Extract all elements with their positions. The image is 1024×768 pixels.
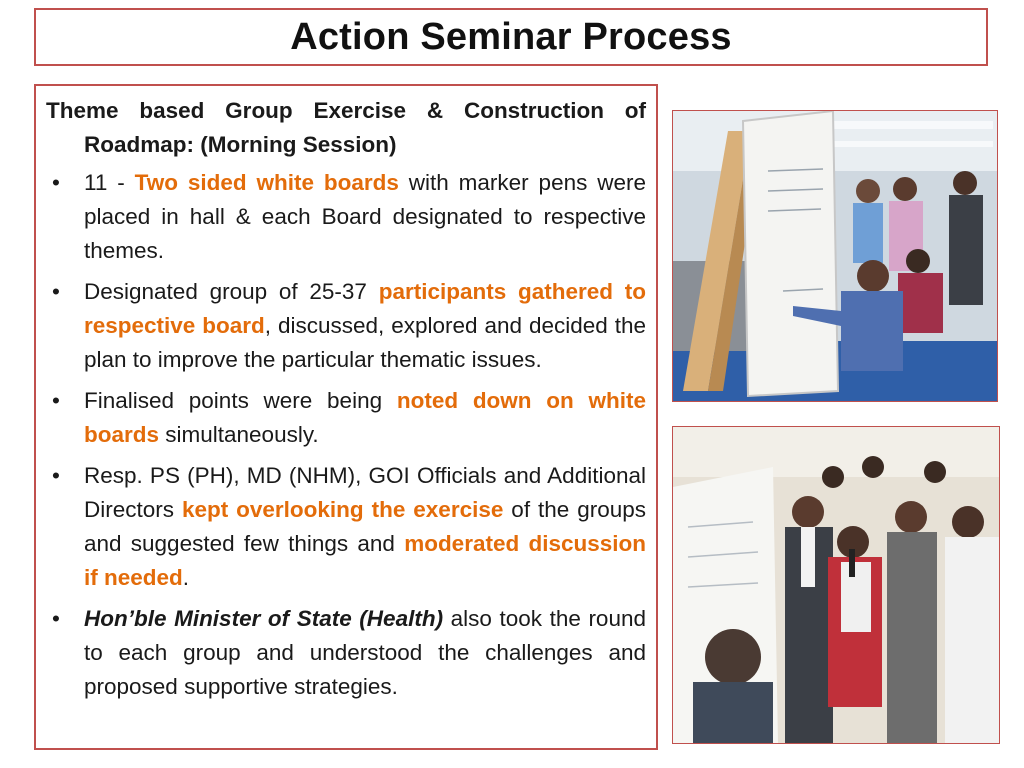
group-discussion-photo <box>672 426 1000 744</box>
bullet-highlight: noted down on white boards <box>84 388 646 447</box>
bullet-text: 11 - <box>84 170 135 195</box>
bullet-highlight: kept overlooking the exercise <box>181 497 504 522</box>
bullet-item <box>46 602 646 704</box>
bullet-icon: • <box>52 279 60 304</box>
bullet-item <box>46 275 646 377</box>
bullet-text: Finalised points were being <box>84 388 397 413</box>
bullet-item <box>46 384 646 452</box>
group-discussion-illustration <box>673 427 999 743</box>
lead-heading-line1: Theme based Group Exercise & Construction of <box>46 98 646 123</box>
lead-heading-line2: Roadmap: (Morning Session) <box>84 132 397 157</box>
bullet-icon: • <box>52 463 60 488</box>
bullet-highlight: Two sided white boards <box>134 170 399 195</box>
bullet-icon: • <box>52 170 60 195</box>
bullet-highlight: participants gathered to respective board <box>84 279 646 338</box>
bullet-text: simultaneously. <box>159 422 319 447</box>
bullet-icon: • <box>52 606 60 631</box>
bullet-text: also took the round to each group and understood the challenges and proposed supportive strategies. <box>84 606 646 699</box>
bullet-text: Resp. PS (PH), MD (NHM), GOI Officials and Additional Directors <box>84 463 646 522</box>
bullet-item <box>46 459 646 595</box>
bullet-text: of the groups and suggested few things and <box>84 497 647 556</box>
bullet-item <box>46 166 646 268</box>
bullet-highlight: moderated discussion if needed <box>84 531 646 590</box>
lead-heading <box>46 94 646 162</box>
content-box <box>34 84 658 750</box>
bullet-text: , discussed, explored and decided the plan to improve the particular thematic issues. <box>84 313 646 372</box>
bullet-text: . <box>182 565 190 590</box>
bullet-icon: • <box>52 388 60 413</box>
bullet-emphasis: Hon’ble Minister of State (Health) <box>84 606 444 631</box>
bullet-list <box>46 166 646 704</box>
bullet-text: Designated group of 25-37 <box>84 279 379 304</box>
page-title: Action Seminar Process <box>290 15 732 58</box>
title-box <box>34 8 988 66</box>
whiteboard-writing-photo <box>672 110 998 402</box>
bullet-text: with marker pens were placed in hall & each Board designated to respective themes. <box>84 170 646 263</box>
whiteboard-writing-illustration <box>673 111 997 401</box>
